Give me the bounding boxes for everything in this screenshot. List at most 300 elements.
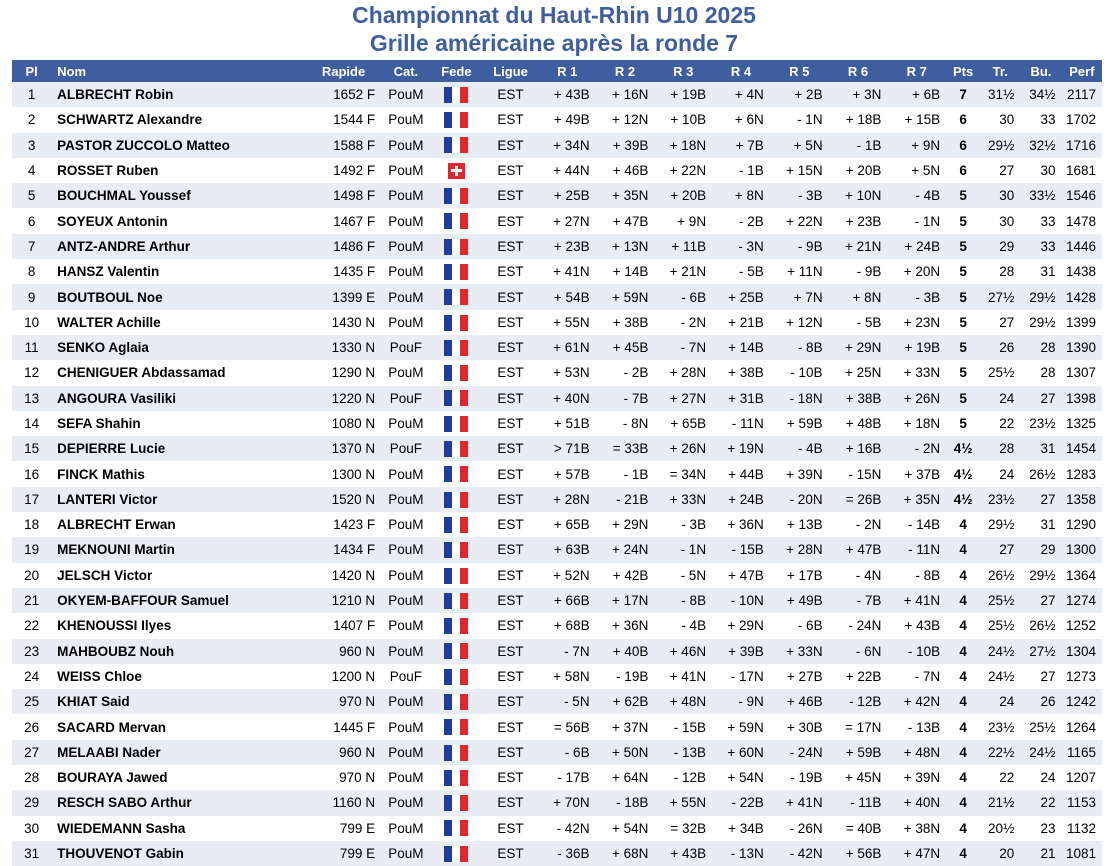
cell-fede: [431, 82, 483, 107]
cell-tr: 27½: [980, 284, 1020, 309]
cell-fede: [431, 588, 483, 613]
cell-ligue: EST: [482, 284, 539, 309]
cell-cat: PouM: [381, 714, 430, 739]
cell-round-1: + 27N: [539, 208, 596, 233]
cell-round-5: - 4B: [770, 436, 829, 461]
cell-perf: 1546: [1062, 183, 1102, 208]
player-name-link[interactable]: ALBRECHT Erwan: [51, 512, 306, 537]
player-name-link[interactable]: THOUVENOT Gabin: [51, 841, 306, 866]
cell-round-2: + 54N: [596, 816, 655, 841]
player-name-link[interactable]: OKYEM-BAFFOUR Samuel: [51, 588, 306, 613]
player-name-link[interactable]: RESCH SABO Arthur: [51, 790, 306, 815]
cell-perf: 1132: [1062, 816, 1102, 841]
cell-pl: 15: [12, 436, 51, 461]
cell-fede: [431, 664, 483, 689]
cell-ligue: EST: [482, 512, 539, 537]
cell-perf: 1165: [1062, 740, 1102, 765]
cell-cat: PouM: [381, 133, 430, 158]
cell-fede: [431, 158, 483, 183]
cell-bu: 27: [1020, 386, 1061, 411]
cell-round-5: + 11N: [770, 259, 829, 284]
french-flag-icon: [444, 846, 468, 862]
cell-round-2: + 35N: [596, 183, 655, 208]
player-name-link[interactable]: WALTER Achille: [51, 310, 306, 335]
cell-round-7: + 35N: [887, 487, 946, 512]
cell-cat: PouM: [381, 740, 430, 765]
player-name-link[interactable]: MAHBOUBZ Nouh: [51, 639, 306, 664]
cell-round-3: + 11B: [654, 234, 712, 259]
cell-round-5: + 22N: [770, 208, 829, 233]
player-name-link[interactable]: FINCK Mathis: [51, 461, 306, 486]
cell-round-5: - 18N: [770, 386, 829, 411]
cell-cat: PouM: [381, 360, 430, 385]
player-name-link[interactable]: BOURAYA Jawed: [51, 765, 306, 790]
cell-pts: 4: [946, 639, 980, 664]
cell-ligue: EST: [482, 310, 539, 335]
cell-cat: PouM: [381, 790, 430, 815]
cell-pl: 4: [12, 158, 51, 183]
player-name-link[interactable]: WEISS Chloe: [51, 664, 306, 689]
player-name-link[interactable]: SCHWARTZ Alexandre: [51, 107, 306, 132]
cell-round-7: - 14B: [887, 512, 946, 537]
cell-round-2: - 1B: [596, 461, 655, 486]
cell-round-2: + 29N: [596, 512, 655, 537]
cell-tr: 30: [980, 208, 1020, 233]
table-row: [12, 461, 1102, 486]
cell-ligue: EST: [482, 639, 539, 664]
cell-round-1: + 53N: [539, 360, 596, 385]
cell-round-4: - 15B: [712, 537, 770, 562]
cell-rapide: 1407 F: [306, 613, 381, 638]
cell-pl: 13: [12, 386, 51, 411]
table-row: [12, 588, 1102, 613]
cell-round-5: + 17B: [770, 563, 829, 588]
cell-round-3: + 55N: [654, 790, 712, 815]
cell-round-2: + 12N: [596, 107, 655, 132]
player-name-link[interactable]: PASTOR ZUCCOLO Matteo: [51, 133, 306, 158]
cell-pts: 5: [946, 310, 980, 335]
cell-round-4: - 1B: [712, 158, 770, 183]
cell-cat: PouM: [381, 208, 430, 233]
cell-perf: 1364: [1062, 563, 1102, 588]
cell-round-6: - 24N: [829, 613, 888, 638]
cell-round-4: + 25B: [712, 284, 770, 309]
cell-round-5: + 27B: [770, 664, 829, 689]
cell-round-1: + 54B: [539, 284, 596, 309]
cell-perf: 1264: [1062, 714, 1102, 739]
cell-round-4: + 34B: [712, 816, 770, 841]
cell-rapide: 1588 F: [306, 133, 381, 158]
cell-rapide: 1423 F: [306, 512, 381, 537]
cell-bu: 33: [1020, 208, 1061, 233]
table-row: [12, 563, 1102, 588]
cell-rapide: 1467 F: [306, 208, 381, 233]
cell-ligue: EST: [482, 613, 539, 638]
cell-round-4: + 54N: [712, 765, 770, 790]
cell-round-1: + 41N: [539, 259, 596, 284]
cell-fede: [431, 689, 483, 714]
cell-round-1: - 7N: [539, 639, 596, 664]
cell-rapide: 1080 N: [306, 411, 381, 436]
cell-pl: 14: [12, 411, 51, 436]
cell-cat: PouF: [381, 664, 430, 689]
cell-round-3: + 28N: [654, 360, 712, 385]
cell-round-2: - 18B: [596, 790, 655, 815]
cell-cat: PouM: [381, 259, 430, 284]
cell-fede: [431, 436, 483, 461]
cell-round-1: + 55N: [539, 310, 596, 335]
cell-pts: 4½: [946, 461, 980, 486]
cell-round-6: + 59B: [829, 740, 888, 765]
cell-round-7: + 38N: [887, 816, 946, 841]
cell-cat: PouM: [381, 563, 430, 588]
header-r3: R 3: [654, 60, 712, 82]
cell-rapide: 1300 N: [306, 461, 381, 486]
cell-round-3: + 21N: [654, 259, 712, 284]
cell-round-7: + 33N: [887, 360, 946, 385]
cell-round-1: - 42N: [539, 816, 596, 841]
cell-pl: 11: [12, 335, 51, 360]
cell-pts: 4: [946, 537, 980, 562]
cell-bu: 25½: [1020, 714, 1061, 739]
cell-rapide: 1330 N: [306, 335, 381, 360]
cell-bu: 29: [1020, 537, 1061, 562]
cell-round-7: - 13B: [887, 714, 946, 739]
cell-fede: [431, 234, 483, 259]
cell-bu: 23½: [1020, 411, 1061, 436]
french-flag-icon: [444, 213, 468, 229]
cell-rapide: 1434 F: [306, 537, 381, 562]
cell-tr: 26½: [980, 563, 1020, 588]
cell-round-1: > 71B: [539, 436, 596, 461]
cell-round-5: - 1N: [770, 107, 829, 132]
cell-round-2: - 21B: [596, 487, 655, 512]
french-flag-icon: [444, 466, 468, 482]
cell-round-4: - 3N: [712, 234, 770, 259]
cell-pts: 4: [946, 588, 980, 613]
cell-ligue: EST: [482, 664, 539, 689]
french-flag-icon: [444, 492, 468, 508]
cell-round-1: + 51B: [539, 411, 596, 436]
french-flag-icon: [444, 87, 468, 103]
cell-round-3: = 32B: [654, 816, 712, 841]
player-name-link[interactable]: KHIAT Said: [51, 689, 306, 714]
cell-tr: 30: [980, 183, 1020, 208]
cell-cat: PouM: [381, 588, 430, 613]
cell-bu: 33: [1020, 234, 1061, 259]
cell-round-1: + 57B: [539, 461, 596, 486]
cell-round-7: + 43B: [887, 613, 946, 638]
cell-round-6: + 29N: [829, 335, 888, 360]
cell-round-2: = 33B: [596, 436, 655, 461]
cell-round-4: + 36N: [712, 512, 770, 537]
cell-round-5: - 9B: [770, 234, 829, 259]
cell-round-7: + 18N: [887, 411, 946, 436]
cell-rapide: 970 N: [306, 689, 381, 714]
cell-pts: 5: [946, 360, 980, 385]
cell-tr: 24½: [980, 664, 1020, 689]
player-name-link[interactable]: MEKNOUNI Martin: [51, 537, 306, 562]
cell-tr: 29½: [980, 133, 1020, 158]
cell-ligue: EST: [482, 790, 539, 815]
table-header-row: [12, 60, 1102, 82]
player-name-link[interactable]: KHENOUSSI Ilyes: [51, 613, 306, 638]
cell-round-5: - 19B: [770, 765, 829, 790]
cell-cat: PouM: [381, 512, 430, 537]
cell-round-1: - 5N: [539, 689, 596, 714]
cell-bu: 33: [1020, 107, 1061, 132]
cell-rapide: 1290 N: [306, 360, 381, 385]
cell-bu: 26½: [1020, 461, 1061, 486]
cell-pl: 9: [12, 284, 51, 309]
cell-pts: 4½: [946, 436, 980, 461]
cell-round-5: + 46B: [770, 689, 829, 714]
cell-tr: 22½: [980, 740, 1020, 765]
cell-perf: 1358: [1062, 487, 1102, 512]
cell-round-4: + 8N: [712, 183, 770, 208]
cell-perf: 1702: [1062, 107, 1102, 132]
cell-pl: 30: [12, 816, 51, 841]
player-name-link[interactable]: MELAABI Nader: [51, 740, 306, 765]
cell-fede: [431, 816, 483, 841]
cell-rapide: 1160 N: [306, 790, 381, 815]
cell-round-3: = 34N: [654, 461, 712, 486]
player-name-link[interactable]: SACARD Mervan: [51, 714, 306, 739]
cell-pts: 5: [946, 234, 980, 259]
cell-fede: [431, 563, 483, 588]
table-row: [12, 841, 1102, 866]
player-name-link[interactable]: SENKO Aglaia: [51, 335, 306, 360]
cell-round-6: = 40B: [829, 816, 888, 841]
cell-rapide: 799 E: [306, 816, 381, 841]
cell-round-3: - 8B: [654, 588, 712, 613]
page-title: Championnat du Haut-Rhin U10 2025: [352, 2, 756, 28]
cell-fede: [431, 360, 483, 385]
cell-round-7: + 41N: [887, 588, 946, 613]
cell-round-7: - 2N: [887, 436, 946, 461]
cell-round-5: + 7N: [770, 284, 829, 309]
cell-cat: PouF: [381, 386, 430, 411]
cell-cat: PouM: [381, 639, 430, 664]
table-row: [12, 310, 1102, 335]
cell-round-7: - 3B: [887, 284, 946, 309]
cell-round-1: + 43B: [539, 82, 596, 107]
cell-cat: PouF: [381, 436, 430, 461]
cell-pts: 4: [946, 740, 980, 765]
cell-round-4: - 13N: [712, 841, 770, 866]
table-row: [12, 512, 1102, 537]
cell-round-6: = 17N: [829, 714, 888, 739]
cell-fede: [431, 183, 483, 208]
cell-round-3: + 33N: [654, 487, 712, 512]
cell-round-2: + 13N: [596, 234, 655, 259]
cell-tr: 29: [980, 234, 1020, 259]
cell-round-1: + 66B: [539, 588, 596, 613]
cell-bu: 29½: [1020, 310, 1061, 335]
cell-round-7: - 4B: [887, 183, 946, 208]
cell-round-4: + 14B: [712, 335, 770, 360]
cell-bu: 27: [1020, 664, 1061, 689]
player-name-link[interactable]: SOYEUX Antonin: [51, 208, 306, 233]
header-nom: Nom: [51, 60, 306, 82]
player-name-link[interactable]: BOUCHMAL Youssef: [51, 183, 306, 208]
cell-round-6: - 6N: [829, 639, 888, 664]
cell-round-7: + 15B: [887, 107, 946, 132]
table-row: [12, 790, 1102, 815]
cell-round-5: - 26N: [770, 816, 829, 841]
cell-perf: 1399: [1062, 310, 1102, 335]
cell-round-4: + 24B: [712, 487, 770, 512]
cell-fede: [431, 133, 483, 158]
cell-round-7: + 42N: [887, 689, 946, 714]
cell-round-6: + 22B: [829, 664, 888, 689]
cell-round-2: + 40B: [596, 639, 655, 664]
cell-pts: 5: [946, 386, 980, 411]
cell-round-4: + 44B: [712, 461, 770, 486]
cell-ligue: EST: [482, 841, 539, 866]
player-name-link[interactable]: SEFA Shahin: [51, 411, 306, 436]
cell-tr: 25½: [980, 588, 1020, 613]
cell-pl: 25: [12, 689, 51, 714]
cell-round-6: + 16B: [829, 436, 888, 461]
cell-round-6: + 21N: [829, 234, 888, 259]
cell-tr: 22: [980, 411, 1020, 436]
cell-bu: 22: [1020, 790, 1061, 815]
standings-table: [12, 60, 1102, 866]
cell-fede: [431, 740, 483, 765]
cell-rapide: 960 N: [306, 740, 381, 765]
player-name-link[interactable]: LANTERI Victor: [51, 487, 306, 512]
cell-round-4: - 5B: [712, 259, 770, 284]
cell-rapide: 960 N: [306, 639, 381, 664]
cell-cat: PouM: [381, 82, 430, 107]
cell-rapide: 1520 N: [306, 487, 381, 512]
cell-pts: 4: [946, 765, 980, 790]
player-name-link[interactable]: JELSCH Victor: [51, 563, 306, 588]
french-flag-icon: [444, 289, 468, 305]
cell-pts: 6: [946, 107, 980, 132]
cell-round-4: + 29N: [712, 613, 770, 638]
player-name-link[interactable]: CHENIGUER Abdassamad: [51, 360, 306, 385]
cell-round-6: + 38B: [829, 386, 888, 411]
page-subtitle: Grille américaine après la ronde 7: [369, 30, 739, 56]
cell-round-3: + 9N: [654, 208, 712, 233]
player-name-link[interactable]: DEPIERRE Lucie: [51, 436, 306, 461]
header-pl: Pl: [12, 60, 51, 82]
cell-cat: PouM: [381, 234, 430, 259]
cell-round-6: + 18B: [829, 107, 888, 132]
cell-round-6: - 15N: [829, 461, 888, 486]
cell-round-3: + 48N: [654, 689, 712, 714]
table-row: [12, 740, 1102, 765]
cell-round-2: + 17N: [596, 588, 655, 613]
cell-fede: [431, 259, 483, 284]
cell-rapide: 1486 F: [306, 234, 381, 259]
cell-round-4: - 9N: [712, 689, 770, 714]
cell-rapide: 1420 N: [306, 563, 381, 588]
cell-round-7: + 47N: [887, 841, 946, 866]
cell-ligue: EST: [482, 107, 539, 132]
french-flag-icon: [444, 719, 468, 735]
header-r7: R 7: [887, 60, 946, 82]
cell-ligue: EST: [482, 765, 539, 790]
cell-round-2: + 64N: [596, 765, 655, 790]
player-name-link[interactable]: ANGOURA Vasiliki: [51, 386, 306, 411]
table-row: [12, 158, 1102, 183]
french-flag-icon: [444, 820, 468, 836]
cell-round-1: + 34N: [539, 133, 596, 158]
cell-ligue: EST: [482, 714, 539, 739]
cell-pts: 4: [946, 563, 980, 588]
cell-bu: 29½: [1020, 284, 1061, 309]
cell-bu: 34½: [1020, 82, 1061, 107]
cell-pts: 4: [946, 841, 980, 866]
player-name-link[interactable]: WIEDEMANN Sasha: [51, 816, 306, 841]
cell-round-5: + 49B: [770, 588, 829, 613]
cell-round-6: - 7B: [829, 588, 888, 613]
cell-ligue: EST: [482, 689, 539, 714]
cell-round-2: + 62B: [596, 689, 655, 714]
cell-round-7: + 23N: [887, 310, 946, 335]
cell-fede: [431, 613, 483, 638]
cell-pts: 5: [946, 411, 980, 436]
cell-round-7: + 39N: [887, 765, 946, 790]
cell-round-2: + 45B: [596, 335, 655, 360]
player-name-link[interactable]: ALBRECHT Robin: [51, 82, 306, 107]
french-flag-icon: [444, 441, 468, 457]
cell-pts: 4: [946, 790, 980, 815]
cell-cat: PouF: [381, 335, 430, 360]
cell-round-1: + 58N: [539, 664, 596, 689]
cell-round-2: + 36N: [596, 613, 655, 638]
player-name-link[interactable]: ROSSET Ruben: [51, 158, 306, 183]
cell-round-5: + 13B: [770, 512, 829, 537]
cell-round-5: - 24N: [770, 740, 829, 765]
cell-round-4: + 38B: [712, 360, 770, 385]
cell-bu: 24½: [1020, 740, 1061, 765]
cell-round-3: - 1N: [654, 537, 712, 562]
cell-round-5: + 5N: [770, 133, 829, 158]
cell-pl: 17: [12, 487, 51, 512]
cell-pl: 27: [12, 740, 51, 765]
cell-rapide: 970 N: [306, 765, 381, 790]
cell-pl: 8: [12, 259, 51, 284]
player-name-link[interactable]: BOUTBOUL Noe: [51, 284, 306, 309]
french-flag-icon: [444, 340, 468, 356]
cell-round-1: + 70N: [539, 790, 596, 815]
table-row: [12, 639, 1102, 664]
french-flag-icon: [444, 795, 468, 811]
cell-cat: PouM: [381, 613, 430, 638]
cell-rapide: 1445 F: [306, 714, 381, 739]
player-name-link[interactable]: HANSZ Valentin: [51, 259, 306, 284]
cell-round-3: - 3B: [654, 512, 712, 537]
table-row: [12, 765, 1102, 790]
table-row: [12, 537, 1102, 562]
cell-ligue: EST: [482, 563, 539, 588]
cell-fede: [431, 386, 483, 411]
player-name-link[interactable]: ANTZ-ANDRE Arthur: [51, 234, 306, 259]
cell-bu: 27½: [1020, 639, 1061, 664]
table-row: [12, 284, 1102, 309]
cell-tr: 29½: [980, 512, 1020, 537]
cell-round-6: + 8N: [829, 284, 888, 309]
cell-round-1: + 25B: [539, 183, 596, 208]
cell-perf: 1438: [1062, 259, 1102, 284]
cell-pl: 6: [12, 208, 51, 233]
cell-fede: [431, 512, 483, 537]
cell-cat: PouM: [381, 284, 430, 309]
